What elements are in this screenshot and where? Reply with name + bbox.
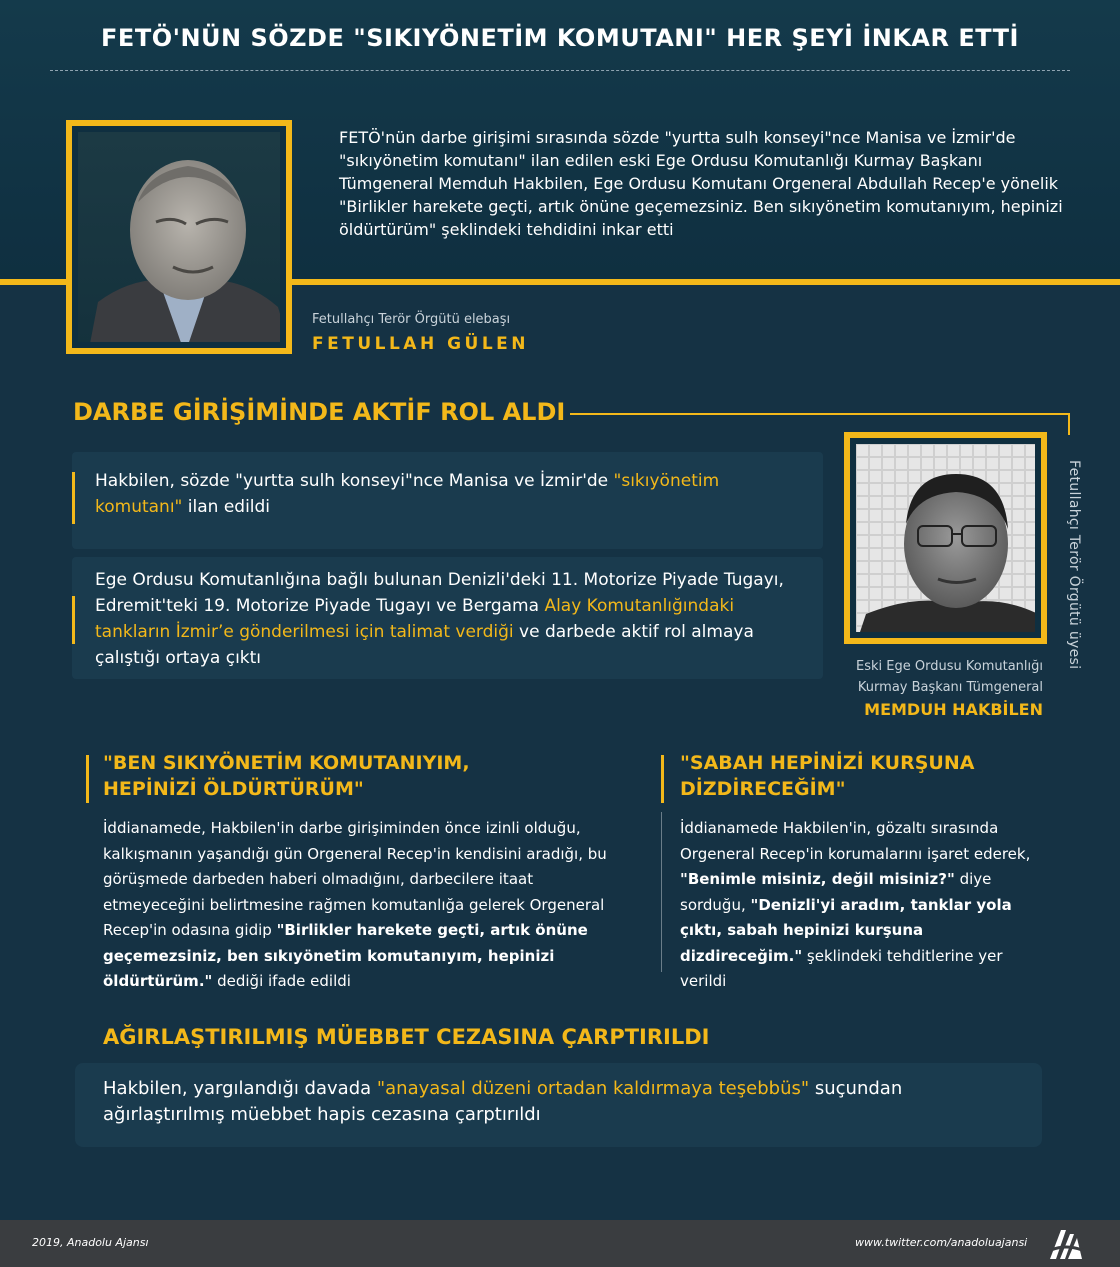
page-title: FETÖ'NÜN SÖZDE "SIKIYÖNETİM KOMUTANI" HER ŞEYİ İNKAR ETTİ xyxy=(101,24,1019,52)
footer-copyright: 2019, Anadolu Ajansı xyxy=(32,1236,149,1249)
person1-name: FETULLAH GÜLEN xyxy=(312,334,530,354)
section-title-sentence: AĞIRLAŞTIRILMIŞ MÜEBBET CEZASINA ÇARPTIRILDI xyxy=(103,1025,710,1049)
portrait-image xyxy=(78,132,280,342)
anadolu-agency-logo-icon xyxy=(1048,1228,1084,1260)
quote2-title: "SABAH HEPİNİZİ KURŞUNA DİZDİRECEĞİM" xyxy=(680,752,975,800)
portrait-image xyxy=(856,444,1035,632)
quote2-bold2: "Denizli'yi aradım, tanklar yola çıktı, sabah hepinizi kurşuna dizdireceğim." xyxy=(680,895,1012,965)
info-box-1-text: Hakbilen, sözde "yurtta sulh konseyi"nce Manisa ve İzmir'de "sıkıyönetim komutanı" ilan edildi xyxy=(95,471,720,517)
person2-role-line2: Kurmay Başkanı Tümgeneral xyxy=(857,680,1043,695)
title-divider xyxy=(50,70,1070,71)
quote1-body: İddianamede, Hakbilen'in darbe girişiminden önce izinli olduğu, kalkışmanın yaşandığı gün Orgeneral Recep'in kendisini aradığı, bu görüşmede darbeden haberi olmadığını, darbecilere itaat etmeyeceğini belirtmesine rağmen komutanlığa gelerek Orgeneral Recep'in odasına gidip "Birlikler harekete geçti, artık önüne geçemezsiniz, ben sıkıyönetim komutanıyım, hepinizi öldürtürüm." dediği ifade edildi xyxy=(103,819,607,990)
sentence-box-text: Hakbilen, yargılandığı davada "anayasal düzeni ortadan kaldırmaya teşebbüs" suçundan ağırlaştırılmış müebbet hapis cezasına çarptırıldı xyxy=(103,1078,903,1125)
section-rule-vertical xyxy=(1068,413,1070,435)
section-title-active-role: DARBE GİRİŞİMİNDE AKTİF ROL ALDI xyxy=(73,398,566,426)
person2-role-line1: Eski Ege Ordusu Komutanlığı xyxy=(856,659,1043,674)
quote1-bold: "Birlikler harekete geçti, artık önüne geçemezsiniz, ben sıkıyönetim komutanıyım, hepinizi öldürtürüm." xyxy=(103,921,588,990)
quote2-body: İddianamede Hakbilen'in, gözaltı sırasında Orgeneral Recep'in korumalarını işaret ederek, "Benimle misiniz, değil misiniz?" diye sorduğu, "Denizli'yi aradım, tanklar yola çıktı, sabah hepinizi kurşuna dizdireceğim." şeklindeki tehditlerine yer verildi xyxy=(680,819,1031,990)
quote2-side-rule xyxy=(661,812,662,972)
person2-vertical-label: Fetullahçı Terör Örgütü üyesi xyxy=(1066,460,1082,670)
quote2-bold1: "Benimle misiniz, değil misiniz?" xyxy=(680,870,955,888)
quote1-accent xyxy=(86,755,89,803)
info-box-1-accent xyxy=(72,472,75,524)
quote1-title: "BEN SIKIYÖNETİM KOMUTANIYIM, HEPİNİZİ ÖLDÜRTÜRÜM" xyxy=(103,752,470,800)
info-box-2-accent xyxy=(72,596,75,644)
person2-name: MEMDUH HAKBİLEN xyxy=(864,700,1043,719)
quote2-accent xyxy=(661,755,664,803)
footer xyxy=(0,1220,1120,1267)
info-box-2-highlight: Alay Komutanlığındaki tankların İzmir’e gönderilmesi için talimat verdiği xyxy=(95,596,735,642)
info-box-1-highlight: "sıkıyönetim komutanı" xyxy=(95,471,720,517)
info-box-2-text: Ege Ordusu Komutanlığına bağlı bulunan Denizli'deki 11. Motorize Piyade Tugayı, Edremit'teki 19. Motorize Piyade Tugayı ve Bergama Alay Komutanlığındaki tankların İzmir’e gönderilmesi için talimat verdiği ve darbede aktif rol almaya çalıştığı ortaya çıktı xyxy=(95,570,784,668)
section-rule xyxy=(570,413,1070,415)
footer-twitter-link[interactable]: www.twitter.com/anadoluajansi xyxy=(855,1236,1028,1249)
person1-role: Fetullahçı Terör Örgütü elebaşı xyxy=(312,312,511,327)
photo-memduh-hakbilen xyxy=(844,432,1047,644)
photo-fetullah-gulen xyxy=(66,120,292,354)
intro-paragraph: FETÖ'nün darbe girişimi sırasında sözde "yurtta sulh konseyi"nce Manisa ve İzmir'de "sıkıyönetim komutanı" ilan edilen eski Ege Ordusu Komutanlığı Kurmay Başkanı Tümgeneral Memduh Hakbilen, Ege Ordusu Komutanı Orgeneral Abdullah Recep'e yönelik "Birlikler harekete geçti, artık önüne geçemezsiniz. Ben sıkıyönetim komutanıyım, hepinizi öldürtürüm" şeklindeki tehdidini inkar etti xyxy=(339,128,1063,239)
sentence-highlight: "anayasal düzeni ortadan kaldırmaya teşebbüs" xyxy=(376,1078,810,1099)
